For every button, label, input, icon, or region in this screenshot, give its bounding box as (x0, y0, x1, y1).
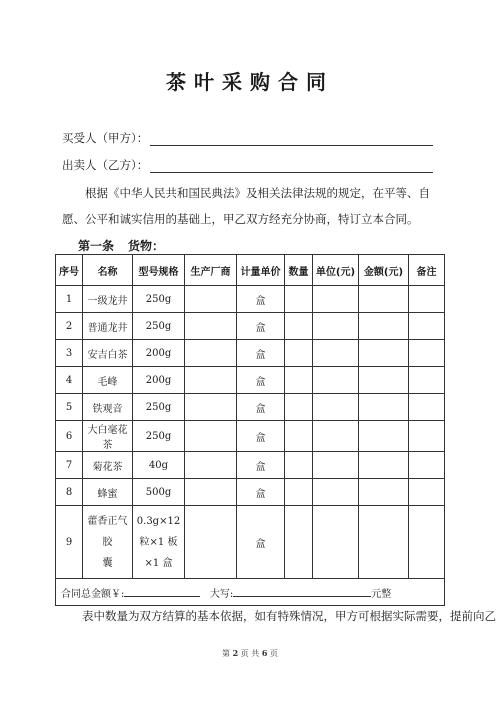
cell-price[interactable] (313, 286, 359, 313)
buyer-label: 买受人（甲方）： (62, 131, 149, 145)
header-qty: 数量 (285, 255, 313, 286)
cell-amount[interactable] (359, 340, 409, 367)
header-price: 单位(元) (313, 255, 359, 286)
goods-table (55, 254, 445, 606)
article-title: 货物： (128, 239, 165, 253)
cell-qty[interactable] (285, 506, 313, 579)
cell-price[interactable] (313, 506, 359, 579)
note-paragraph: 表中数量为双方结算的基本依据，如有特殊情况，甲方可根据实际需要，提前向乙 (82, 609, 496, 623)
cell-unit: 盒 (237, 286, 285, 313)
cell-price[interactable] (313, 421, 359, 452)
cell-spec: 250g (133, 313, 185, 340)
cell-no: 9 (56, 506, 83, 579)
cell-maker[interactable] (185, 394, 237, 421)
cell-qty[interactable] (285, 313, 313, 340)
cell-remark[interactable] (409, 340, 445, 367)
cell-spec (133, 506, 185, 579)
cell-qty[interactable] (285, 286, 313, 313)
cell-spec: 250g (133, 394, 185, 421)
cell-price[interactable] (313, 479, 359, 506)
cell-unit: 盒 (237, 452, 285, 479)
cell-no: 4 (56, 367, 83, 394)
cell-spec: 500g (133, 479, 185, 506)
total-cell (56, 579, 445, 606)
cell-price[interactable] (313, 452, 359, 479)
footer-suffix: 页 (269, 649, 278, 658)
cell-amount[interactable] (359, 506, 409, 579)
cell-no: 7 (56, 452, 83, 479)
total-capital-label: 大写: (209, 588, 234, 600)
cell-maker[interactable] (185, 286, 237, 313)
cell-name: 安吉白茶 (83, 340, 133, 367)
total-amount-label: 合同总金额￥: (61, 588, 125, 600)
cell-remark[interactable] (409, 367, 445, 394)
cell-amount[interactable] (359, 313, 409, 340)
cell-spec: 250g (133, 286, 185, 313)
buyer-blank (150, 133, 433, 146)
cell-qty[interactable] (285, 452, 313, 479)
cell-spec: 40g (133, 452, 185, 479)
cell-qty[interactable] (285, 340, 313, 367)
header-remark: 备注 (409, 255, 445, 286)
footer-middle: 页 共 (240, 649, 260, 658)
header-amount: 金额(元) (359, 255, 409, 286)
cell-remark[interactable] (409, 452, 445, 479)
table-row (56, 313, 445, 340)
total-amount-blank[interactable] (124, 586, 200, 597)
footer-prefix: 第 (222, 649, 231, 658)
table-header-row (56, 255, 445, 286)
seller-line (62, 157, 433, 173)
cell-name: 铁观音 (83, 394, 133, 421)
table-row (56, 452, 445, 479)
cell-amount[interactable] (359, 452, 409, 479)
cell-unit: 盒 (237, 394, 285, 421)
cell-no: 2 (56, 313, 83, 340)
header-spec: 型号规格 (133, 255, 185, 286)
article-heading (78, 237, 178, 254)
cell-maker[interactable] (185, 340, 237, 367)
cell-spec: 200g (133, 367, 185, 394)
cell-no: 6 (56, 421, 83, 452)
article-number: 第一条 (78, 239, 115, 253)
cell-maker[interactable] (185, 313, 237, 340)
cell-amount[interactable] (359, 421, 409, 452)
cell-spec-line: 0.3g×12 (136, 515, 181, 527)
cell-remark[interactable] (409, 479, 445, 506)
contract-title: 茶叶采购合同 (166, 70, 334, 94)
cell-name: 毛峰 (83, 367, 133, 394)
cell-maker[interactable] (185, 367, 237, 394)
cell-no: 3 (56, 340, 83, 367)
cell-remark[interactable] (409, 421, 445, 452)
cell-price[interactable] (313, 394, 359, 421)
cell-price[interactable] (313, 313, 359, 340)
cell-spec-line: 粒×1 板 (139, 536, 178, 548)
header-no: 序号 (56, 255, 83, 286)
cell-name: 一级龙井 (83, 286, 133, 313)
cell-maker[interactable] (185, 421, 237, 452)
cell-remark[interactable] (409, 506, 445, 579)
cell-remark[interactable] (409, 313, 445, 340)
cell-price[interactable] (313, 367, 359, 394)
cell-amount[interactable] (359, 367, 409, 394)
cell-name-line: 藿香正气胶 (87, 515, 128, 548)
cell-unit: 盒 (237, 506, 285, 579)
cell-name (83, 506, 133, 579)
table-row (56, 479, 445, 506)
cell-name: 大白毫花茶 (83, 421, 133, 452)
cell-name-line: 囊 (102, 557, 113, 569)
cell-amount[interactable] (359, 394, 409, 421)
cell-qty[interactable] (285, 394, 313, 421)
cell-name: 菊花茶 (83, 452, 133, 479)
header-unit: 计量单价 (237, 255, 285, 286)
cell-qty[interactable] (285, 421, 313, 452)
table-row (56, 394, 445, 421)
cell-unit: 盒 (237, 367, 285, 394)
cell-maker[interactable] (185, 479, 237, 506)
total-suffix: 元整 (371, 588, 392, 600)
cell-spec-line: ×1 盒 (144, 557, 173, 569)
table-row (56, 286, 445, 313)
cell-maker[interactable] (185, 506, 237, 579)
cell-qty[interactable] (285, 479, 313, 506)
cell-unit: 盒 (237, 479, 285, 506)
cell-no: 1 (56, 286, 83, 313)
footer-total-pages: 6 (261, 648, 268, 658)
header-name: 名称 (83, 255, 133, 286)
table-row (56, 340, 445, 367)
cell-qty[interactable] (285, 367, 313, 394)
cell-no: 8 (56, 479, 83, 506)
cell-price[interactable] (313, 340, 359, 367)
total-capital-blank[interactable] (233, 586, 371, 597)
cell-remark[interactable] (409, 286, 445, 313)
cell-spec: 250g (133, 421, 185, 452)
table-row (56, 506, 445, 579)
cell-no: 5 (56, 394, 83, 421)
intro-paragraph: 根据《中华人民共和国民典法》及相关法律法规的规定，在平等、自愿、公平和诚实信用的基础上，甲乙双方经充分协商，特订立本合同。 (62, 186, 430, 226)
buyer-line (62, 130, 433, 146)
table-row (56, 421, 445, 452)
seller-label: 出卖人（乙方）： (62, 158, 149, 172)
cell-spec: 200g (133, 340, 185, 367)
cell-amount[interactable] (359, 479, 409, 506)
cell-amount[interactable] (359, 286, 409, 313)
header-maker: 生产厂商 (185, 255, 237, 286)
cell-remark[interactable] (409, 394, 445, 421)
footer-page-number: 2 (232, 648, 239, 658)
seller-blank (150, 160, 433, 173)
total-row (56, 579, 445, 606)
cell-maker[interactable] (185, 452, 237, 479)
cell-unit: 盒 (237, 421, 285, 452)
cell-unit: 盒 (237, 340, 285, 367)
page-footer (0, 648, 500, 659)
cell-unit: 盒 (237, 313, 285, 340)
cell-name: 普通龙井 (83, 313, 133, 340)
table-row (56, 367, 445, 394)
cell-name: 蜂蜜 (83, 479, 133, 506)
